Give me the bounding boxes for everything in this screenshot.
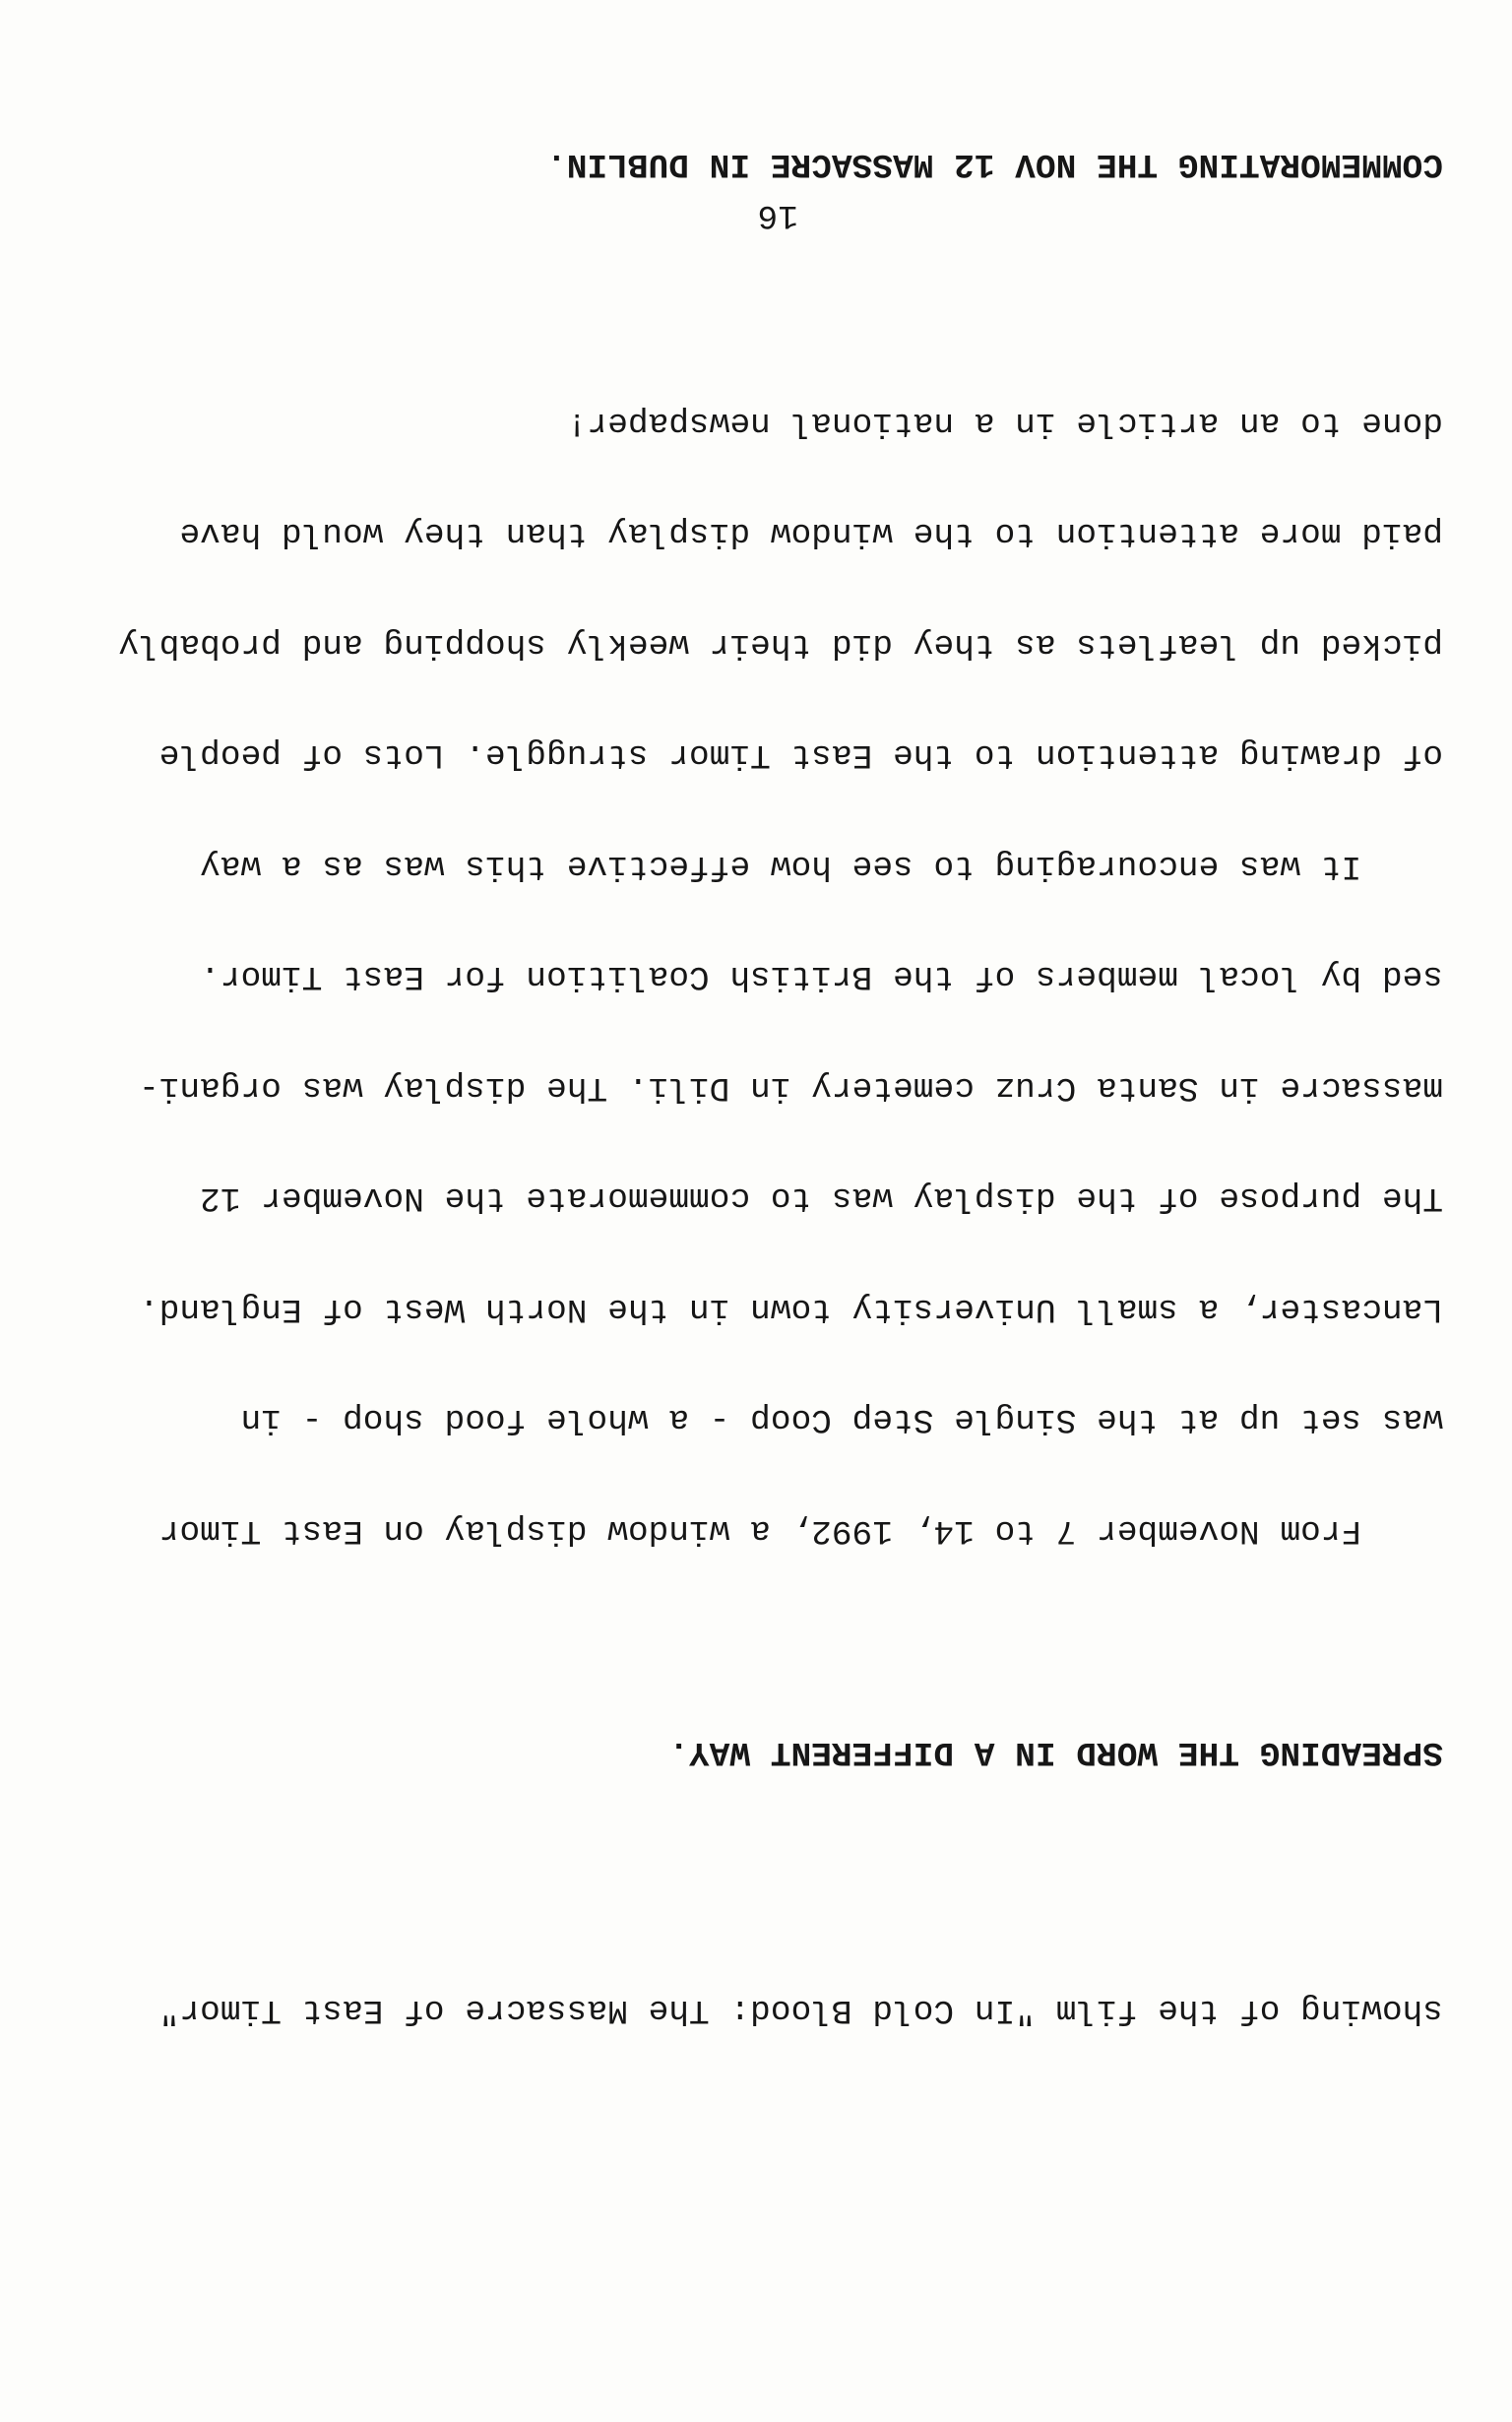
text-line: The purpose of the display was to commemorate the November 12 — [200, 1179, 1443, 1218]
section-heading-spreading: SPREADING THE WORD IN A DIFFERENT WAY. — [668, 1733, 1443, 1771]
paragraph-dublin — [104, 0, 1443, 35]
text-line: sed by local members of the British Coalition for East Timor. — [200, 957, 1443, 996]
text-line: of drawing attention to the East Timor struggle. Lots of people — [158, 735, 1443, 775]
page-body — [104, 0, 1443, 2213]
text-line: From November 7 to 14, 1992, a window display on East Timor — [158, 1511, 1443, 1550]
text-line: It was encouraging to see how effective this was as a way — [200, 847, 1443, 885]
text-line: done to an article in a national newspaper! — [566, 404, 1443, 442]
text-line: picked up leaflets as they did their weekly shopping and probably — [118, 625, 1443, 664]
paragraph-spreading — [104, 331, 1443, 1624]
text-line: was set up at the Single Step Coop - a whole food shop - in — [240, 1400, 1443, 1439]
text-line: showing of the film "In Cold Blood: The Massacre of East Timor" — [158, 1991, 1443, 2030]
text-line: paid more attention to the window display than they would have — [179, 514, 1443, 553]
text-line: massacre in Santa Cruz cemetery in Dili. The display was organi- — [138, 1068, 1443, 1107]
top-line — [104, 1918, 1443, 2103]
section-heading-dublin: COMMEMORATING THE NOV 12 MASSACRE IN DUBLIN. — [546, 145, 1443, 184]
text-line: Lancaster, a small University town in the North West of England. — [138, 1290, 1443, 1328]
page-number: 16 — [757, 196, 798, 234]
